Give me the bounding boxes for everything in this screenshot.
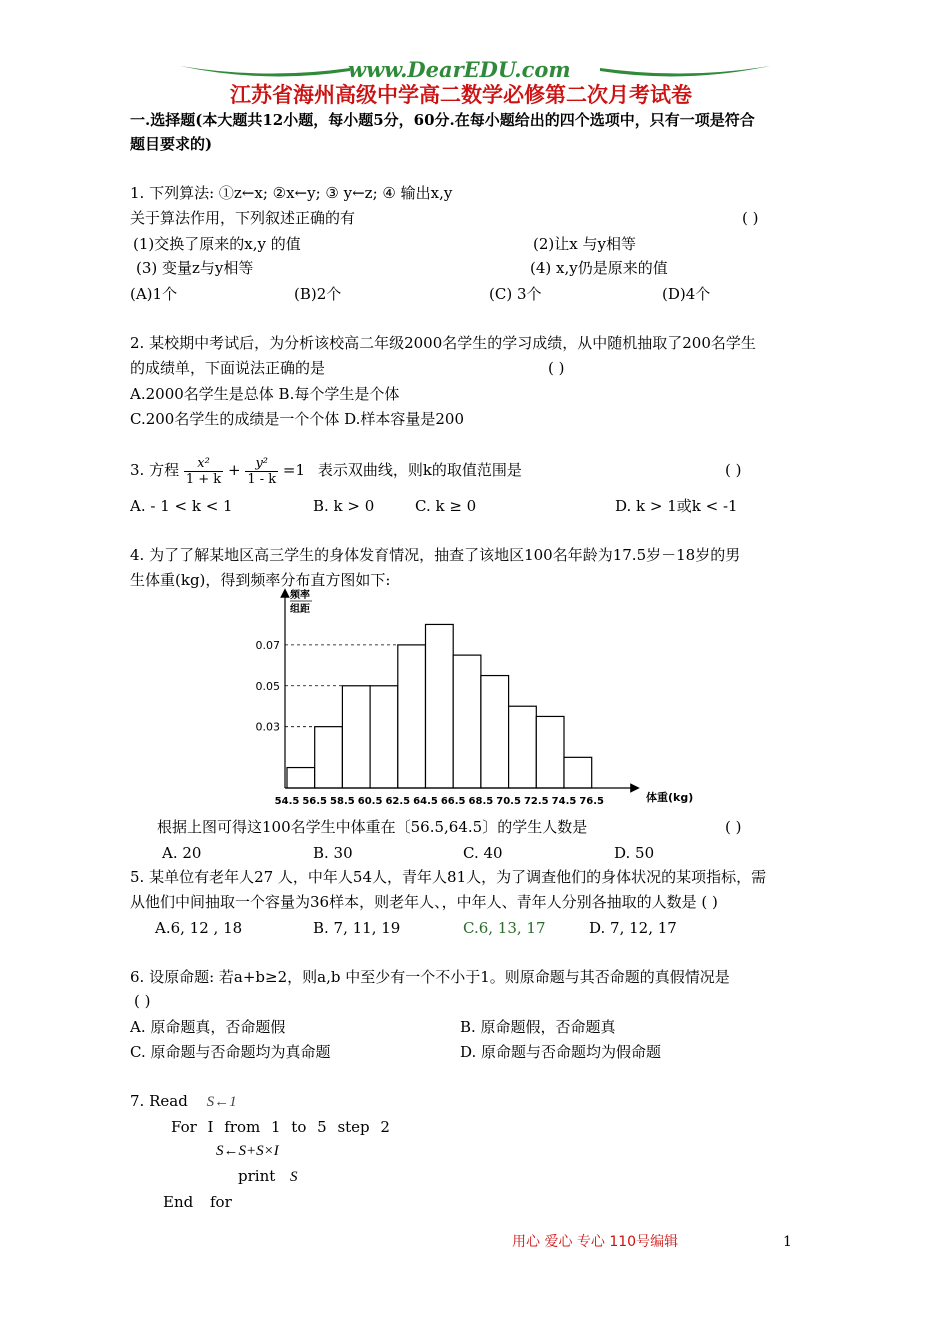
q4-option-d: D. 50 (614, 844, 655, 862)
histogram-bar (481, 676, 509, 788)
q5-stem-line2: 从他们中间抽取一个容量为36样本，则老年人、，中年人、青年人分别各抽取的人数是 ( ) (130, 893, 718, 911)
x-tick-label: 56.5 (302, 796, 328, 807)
x-tick-label: 60.5 (357, 796, 383, 807)
q7-for-line: For I from 1 to 5 step 2 (171, 1118, 390, 1136)
x-tick-labels (275, 796, 604, 807)
q3-option-c: C. k ≥ 0 (415, 497, 477, 515)
q6-stem-line1: 6. 设原命题: 若a+b≥2，则a,b 中至少有一个不小于1。则原命题与其否命题的真假情况是 (130, 968, 730, 986)
histogram-bar (342, 686, 370, 788)
x-tick-label: 70.5 (496, 796, 521, 807)
q6-option-c: C. 原命题与否命题均为真命题 (130, 1043, 331, 1061)
frequency-histogram (240, 585, 710, 815)
y-axis-label-bottom: 组距 (290, 604, 310, 615)
q1-prompt: 关于算法作用，下列叙述正确的有 (130, 209, 356, 227)
histogram-bar (315, 727, 343, 788)
q7-read-label: 7. Read (130, 1092, 188, 1110)
q5-option-a: A.6, 12 , 18 (155, 919, 243, 937)
q3-stem (130, 450, 522, 490)
q1-option-b: (B)2个 (294, 285, 342, 303)
x-tick-label: 72.5 (523, 796, 549, 807)
y-tick-label: 0.07 (255, 638, 280, 652)
site-url: www.DearEDU.com (348, 57, 571, 82)
y-tick-label: 0.05 (255, 679, 280, 693)
q4-option-b: B. 30 (313, 844, 353, 862)
q7-print-keyword: print (238, 1167, 276, 1185)
q2-stem-line2: 的成绩单，下面说法正确的是 (130, 359, 326, 377)
section-heading-line2: 题目要求的) (130, 135, 213, 153)
q3-answer-paren: ( ) (725, 461, 742, 479)
x-tick-label: 58.5 (330, 796, 355, 807)
q1-option-a: (A)1个 (130, 285, 178, 303)
q3-equals: =1 (282, 461, 306, 479)
q7-read-code: S←1 (206, 1094, 237, 1110)
right-swoosh (600, 66, 770, 76)
q4-option-a: A. 20 (162, 844, 202, 862)
q5-option-d: D. 7, 12, 17 (589, 919, 677, 937)
q6-option-b: B. 原命题假，否命题真 (460, 1018, 616, 1036)
q1-statement-2: (2)让x 与y相等 (533, 235, 636, 253)
x-tick-label: 76.5 (579, 796, 605, 807)
histogram-bar (398, 645, 426, 788)
exam-title: 江苏省海州高级中学高二数学必修第二次月考试卷 (230, 83, 692, 107)
q1-answer-paren: ( ) (742, 209, 759, 227)
x-tick-label: 74.5 (551, 796, 577, 807)
q1-option-d: (D)4个 (662, 285, 711, 303)
q5-option-c: C.6, 13, 17 (463, 919, 546, 937)
q7-print-line (238, 1166, 298, 1187)
histogram-bar (426, 624, 454, 788)
x-tick-label: 64.5 (413, 796, 438, 807)
histogram-bar (370, 686, 398, 788)
q5-stem-line1: 5. 某单位有老年人27 人，中年人54人，青年人81人，为了调查他们的身体状况的某项指标，需 (130, 868, 767, 886)
q3-suffix: 表示双曲线，则k的取值范围是 (317, 461, 522, 479)
q7-print-var: S (290, 1169, 298, 1185)
q3-frac2-numerator: y² (245, 456, 278, 472)
y-tick-labels (256, 639, 281, 734)
page-number: 1 (783, 1234, 792, 1250)
histogram-bar (287, 768, 315, 788)
q3-frac1-numerator: x² (184, 456, 223, 472)
q6-option-a: A. 原命题真，否命题假 (130, 1018, 286, 1036)
x-tick-label: 66.5 (440, 796, 466, 807)
q4-stem-line2: 生体重(kg)，得到频率分布直方图如下: (130, 571, 391, 589)
q1-stem: 1. 下列算法: ①z←x; ②x←y; ③ y←z; ④ 输出x,y (130, 184, 453, 202)
q2-stem-line1: 2. 某校期中考试后，为分析该校高二年级2000名学生的学习成绩，从中随机抽取了200名学生 (130, 334, 756, 352)
histogram-bar (564, 757, 592, 788)
q3-option-d: D. k > 1或k < -1 (615, 497, 738, 515)
y-axis-label-top: 频率 (290, 590, 310, 601)
histogram-bars (287, 624, 592, 788)
y-tick-label: 0.03 (255, 720, 280, 734)
q1-statement-3: (3) 变量z与y相等 (136, 259, 254, 277)
x-tick-label: 68.5 (468, 796, 494, 807)
q6-stem-line2: ( ) (134, 992, 151, 1010)
q3-option-a: A. - 1 < k < 1 (130, 497, 233, 515)
q3-option-b: B. k > 0 (313, 497, 375, 515)
left-swoosh (180, 66, 350, 76)
q1-option-c: (C) 3个 (489, 285, 542, 303)
q3-prefix: 3. 方程 (130, 461, 180, 479)
q3-fraction-2 (245, 456, 278, 487)
x-tick-label: 62.5 (385, 796, 411, 807)
q2-options-ab: A.2000名学生是总体 B.每个学生是个体 (130, 385, 400, 403)
q6-option-d: D. 原命题与否命题均为假命题 (460, 1043, 662, 1061)
x-tick-label: 54.5 (274, 796, 300, 807)
q1-statement-4: (4) x,y仍是原来的值 (530, 259, 668, 277)
q5-option-b: B. 7, 11, 19 (313, 919, 401, 937)
q4-question: 根据上图可得这100名学生中体重在〔56.5,64.5〕的学生人数是 (157, 818, 588, 836)
q3-fraction-1 (184, 456, 223, 487)
q4-option-c: C. 40 (463, 844, 503, 862)
q7-assign-line: S←S+S×I (216, 1143, 279, 1159)
section-heading-line1: 一.选择题(本大题共12小题，每小题5分，60分.在每小题给出的四个选项中，只有一项是符合 (130, 111, 755, 129)
q2-answer-paren: ( ) (548, 359, 565, 377)
q2-options-cd: C.200名学生的成绩是一个个体 D.样本容量是200 (130, 410, 465, 428)
q3-frac1-denominator: 1 + k (185, 471, 222, 487)
histogram-bar (453, 655, 481, 788)
histogram-bar (509, 706, 537, 788)
x-axis-label: 体重(kg) (646, 791, 694, 804)
q1-statement-1: (1)交换了原来的x,y 的值 (133, 235, 301, 253)
histogram-bar (536, 716, 564, 788)
q3-plus: + (227, 461, 241, 479)
footer-text: 用心 爱心 专心 110号编辑 (512, 1234, 679, 1250)
q7-line1 (130, 1091, 237, 1112)
q4-answer-paren: ( ) (725, 818, 742, 836)
q3-frac2-denominator: 1 - k (247, 471, 277, 487)
q7-end-line: End for (163, 1193, 232, 1211)
q4-stem-line1: 4. 为了了解某地区高三学生的身体发育情况，抽查了该地区100名年龄为17.5岁－18岁的男 (130, 546, 741, 564)
